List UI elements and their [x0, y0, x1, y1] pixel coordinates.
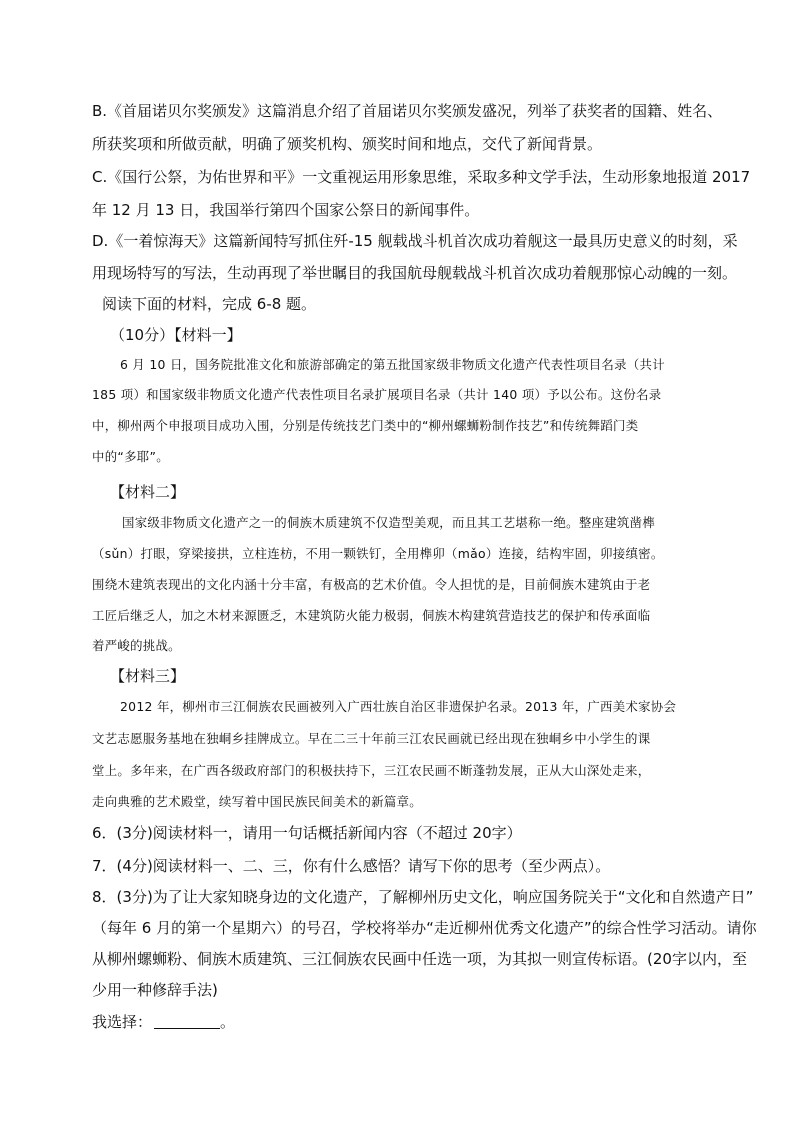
option-d-line-1: D.《一着惊海天》这篇新闻特写抓住歼-15 舰载战斗机首次成功着舰这一最具历史意义的时刻，采: [92, 232, 738, 250]
question-7: 7．(4分)阅读材料一、二、三，你有什么感悟？请写下你的思考（至少两点）。: [92, 857, 611, 875]
question-6: 6．(3分)阅读材料一，请用一句话概括新闻内容（不超过 20字）: [92, 824, 522, 842]
option-b-line-2: 所获奖项和所做贡献，明确了颁奖机构、颁奖时间和地点，交代了新闻背景。: [92, 135, 603, 153]
material-3-line-2: 文艺志愿服务基地在独峒乡挂牌成立。早在二三十年前三江农民画就已经出现在独峒乡中小学生的课: [92, 731, 651, 746]
material-2-line-5: 着严峻的挑战。: [92, 638, 181, 653]
question-8-line-4: 少用一种修辞手法): [92, 981, 218, 999]
material-3-heading: 【材料三】: [110, 667, 186, 685]
question-8-line-1: 8．(3分)为了让大家知晓身边的文化遗产，了解柳州历史文化，响应国务院关于“文化和自然遗产日”: [92, 888, 754, 906]
question-8-line-3: 从柳州螺蛳粉、侗族木质建筑、三江侗族农民画中任选一项，为其拟一则宣传标语。(20字以内，至: [92, 950, 747, 968]
answer-choice-end: 。: [220, 1013, 236, 1031]
answer-blank[interactable]: [154, 1014, 220, 1029]
material-2-line-2: （sǔn）打眼，穿梁接拱，立柱连枋，不用一颗铁钉，全用榫卯（mǎo）连接，结构牢固，卯接缜密。: [92, 546, 664, 561]
material-1-line-4: 中的“多耶”。: [92, 449, 169, 464]
answer-choice-label: 我选择：: [92, 1013, 153, 1031]
option-b-line-1: B.《首届诺贝尔奖颁发》这篇消息介绍了首届诺贝尔奖颁发盛况，列举了获奖者的国籍、姓名、: [92, 102, 723, 120]
option-d-line-2: 用现场特写的写法，生动再现了举世瞩目的我国航母舰载战斗机首次成功着舰那惊心动魄的一刻。: [92, 264, 738, 282]
material-1-line-2: 185 项）和国家级非物质文化遗产代表性项目名录扩展项目名录（共计 140 项）予以公布。这份名录: [92, 387, 662, 402]
material-3-line-4: 走向典雅的艺术殿堂，续写着中国民族民间美术的新篇章。: [92, 794, 422, 809]
material-2-line-3: 围绕木建筑表现出的文化内涵十分丰富，有极高的艺术价值。令人担忧的是，目前侗族木建筑由于老: [92, 577, 651, 592]
material-1-line-1: 6 月 10 日，国务院批准文化和旅游部确定的第五批国家级非物质文化遗产代表性项目名录（共计: [120, 357, 665, 372]
material-1-heading: （10分）【材料一】: [110, 326, 242, 344]
material-1-line-3: 中，柳州两个申报项目成功入围，分别是传统技艺门类中的“柳州螺蛳粉制作技艺”和传统舞蹈门类: [92, 418, 639, 433]
question-8-line-2: （每年 6 月的第一个星期六）的号召，学校将举办“走近柳州优秀文化遗产”的综合性学习活动。请你: [92, 919, 757, 937]
material-2-heading: 【材料二】: [110, 483, 186, 501]
answer-choice-row: [92, 1011, 235, 1032]
reading-instruction: 阅读下面的材料，完成 6-8 题。: [102, 295, 317, 313]
option-c-line-1: C.《国行公祭，为佑世界和平》一文重视运用形象思维，采取多种文学手法，生动形象地报道 2017: [92, 168, 751, 186]
material-3-line-1: 2012 年，柳州市三江侗族农民画被列入广西壮族自治区非遗保护名录。2013 年，广西美术家协会: [120, 699, 677, 714]
material-2-line-4: 工匠后继乏人，加之木材来源匮乏，木建筑防火能力极弱，侗族木构建筑营造技艺的保护和传承面临: [92, 608, 651, 623]
material-2-line-1: 国家级非物质文化遗产之一的侗族木质建筑不仅造型美观，而且其工艺堪称一绝。整座建筑凿榫: [122, 515, 656, 530]
option-c-line-2: 年 12 月 13 日，我国举行第四个国家公祭日的新闻事件。: [92, 201, 480, 219]
material-3-line-3: 堂上。多年来，在广西各级政府部门的积极扶持下，三江农民画不断蓬勃发展，正从大山深处走来，: [92, 763, 651, 778]
